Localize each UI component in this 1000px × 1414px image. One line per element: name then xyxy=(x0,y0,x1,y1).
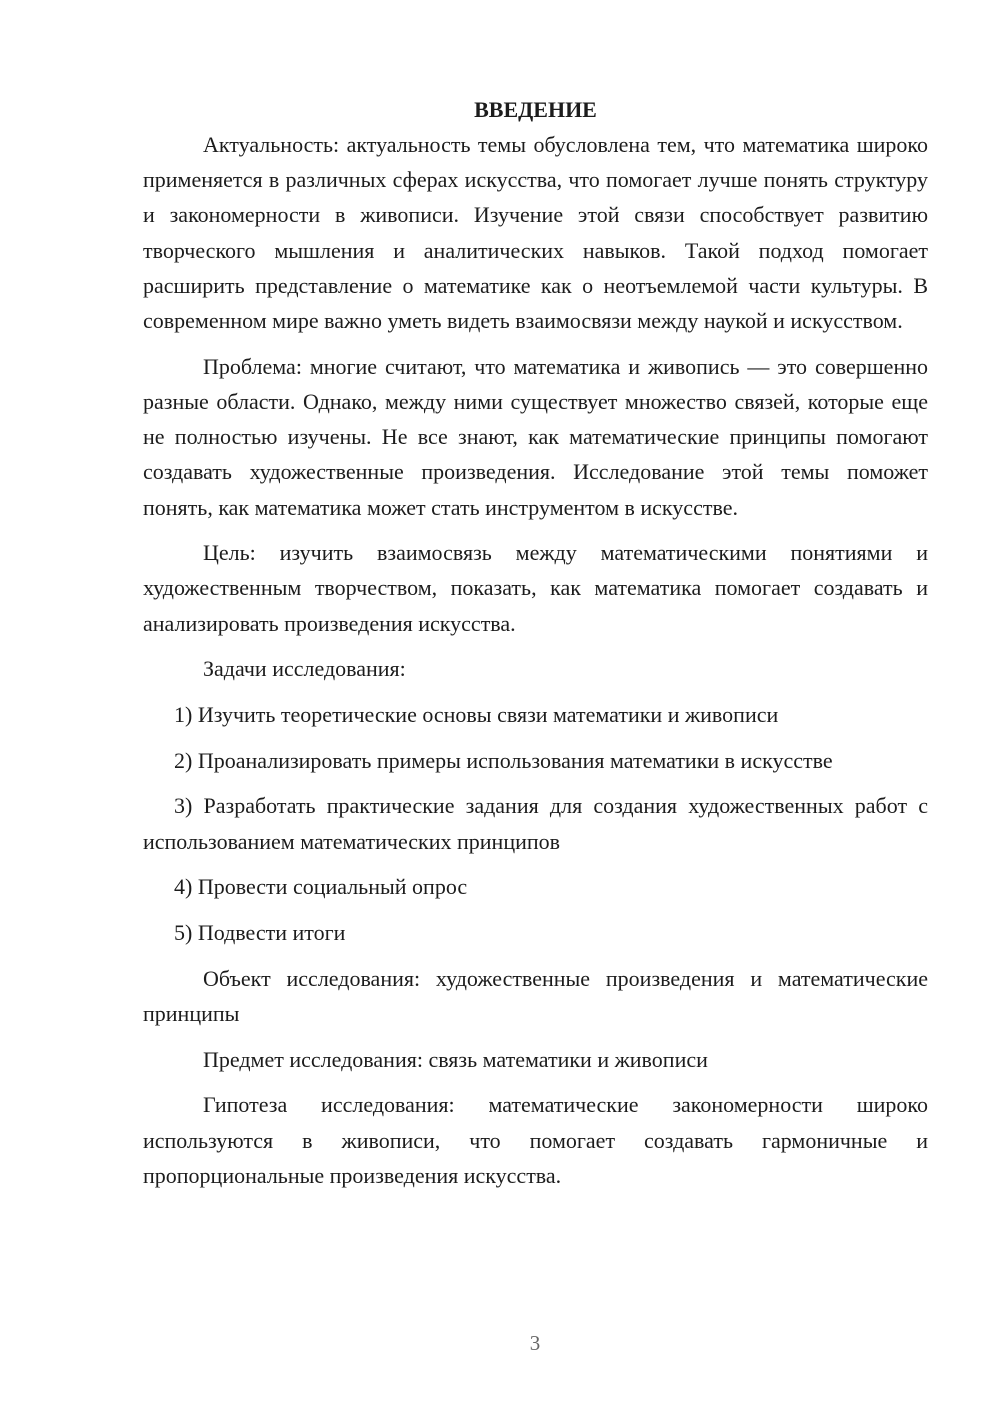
hypothesis-paragraph: Гипотеза исследования: математические закономерности широко используются в живописи, что помогает создавать гармоничные и пропорциональные произведения искусства. xyxy=(143,1092,928,1188)
task-item-2: 2) Проанализировать примеры использования математики в искусстве xyxy=(174,747,833,773)
task-item-1: 1) Изучить теоретические основы связи математики и живописи xyxy=(174,702,779,728)
task-item-3: 3) Разработать практические задания для создания художественных работ с использованием математических принципов xyxy=(143,793,928,854)
task-item-5: 5) Подвести итоги xyxy=(174,920,346,946)
page-number: 3 xyxy=(529,1331,541,1355)
relevance-paragraph: Актуальность: актуальность темы обусловлена тем, что математика широко применяется в различных сферах искусства, что помогает лучше понять структуру и закономерности в живописи. Изучение этой связи способствует развитию творческого мышления и аналитических навыков. Такой подход помогает расширить представление о математике как о неотъемлемой части культуры. В современном мире важно уметь видеть взаимосвязи между наукой и искусством. xyxy=(143,132,928,334)
problem-paragraph: Проблема: многие считают, что математика и живопись — это совершенно разные области. Однако, между ними существует множество связей, которые еще не полностью изучены. Не все знают, как математические принципы помогают создавать художественные произведения. Исследование этой темы поможет понять, как математика может стать инструментом в искусстве. xyxy=(143,353,928,520)
subject-paragraph: Предмет исследования: связь математики и живописи xyxy=(203,1046,708,1072)
tasks-heading: Задачи исследования: xyxy=(203,656,406,682)
task-item-4: 4) Провести социальный опрос xyxy=(174,874,468,900)
object-paragraph: Объект исследования: художественные произведения и математические принципы xyxy=(143,965,928,1026)
document-page xyxy=(143,92,928,1203)
goal-paragraph: Цель: изучить взаимосвязь между математическими понятиями и художественным творчеством, показать, как математика помогает создавать и анализировать произведения искусства. xyxy=(143,540,928,636)
page-title: ВВЕДЕНИЕ xyxy=(474,97,597,122)
